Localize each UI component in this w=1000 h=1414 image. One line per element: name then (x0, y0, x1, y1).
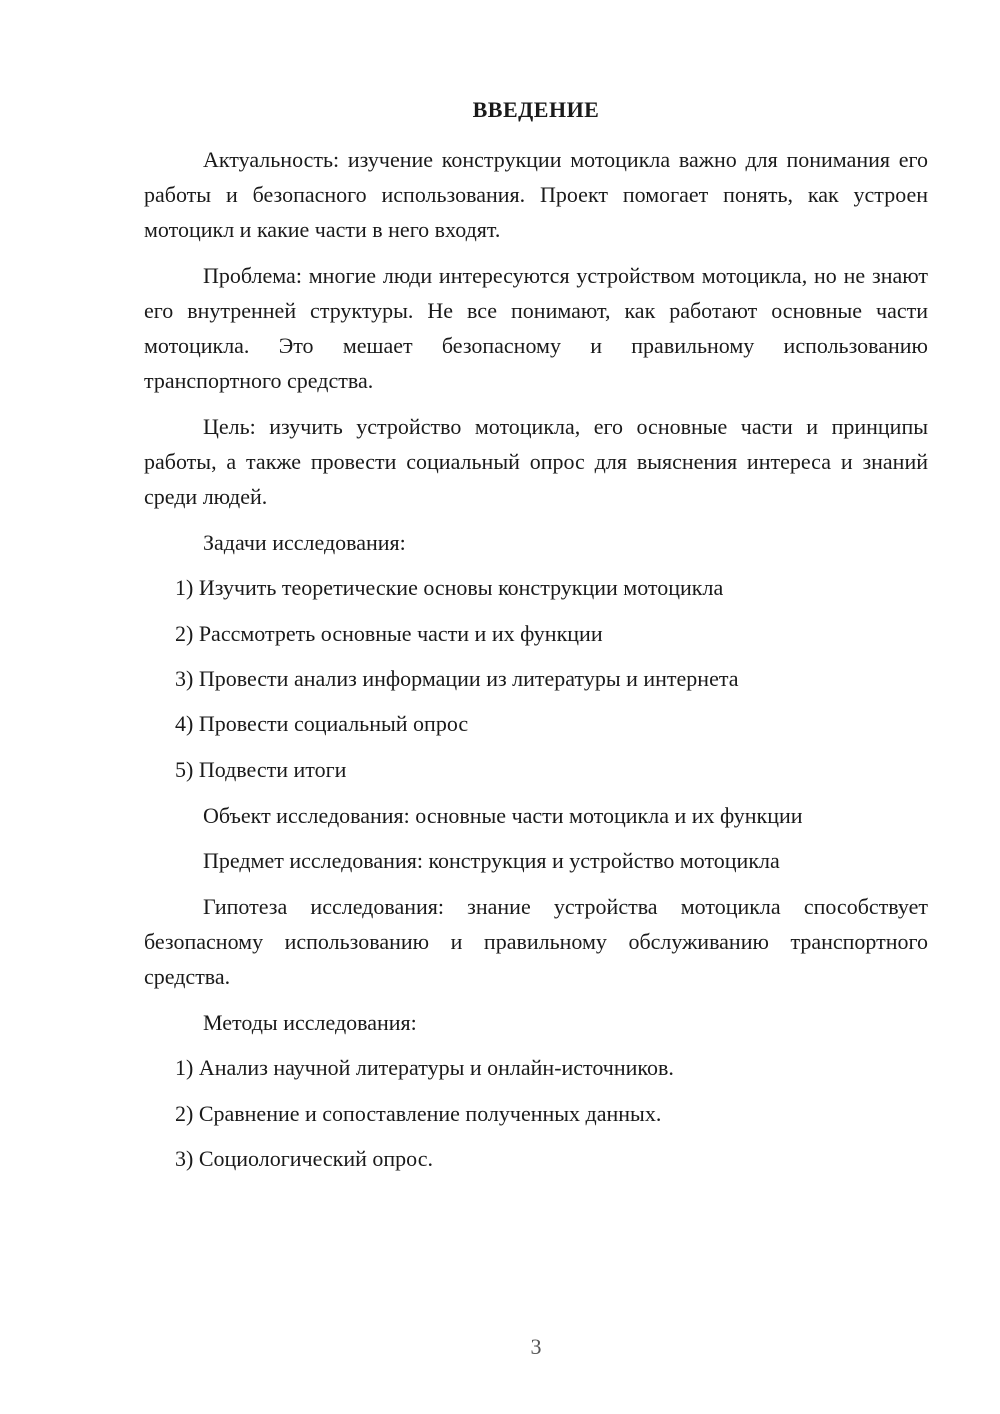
method-item: 2) Сравнение и сопоставление полученных данных. (175, 1101, 662, 1126)
task-item: 4) Провести социальный опрос (175, 711, 469, 736)
page-number: 3 (530, 1334, 542, 1359)
task-item: 3) Провести анализ информации из литературы и интернета (175, 666, 739, 691)
method-item: 1) Анализ научной литературы и онлайн-источников. (175, 1055, 674, 1080)
method-item: 3) Социологический опрос. (175, 1146, 433, 1171)
goal-text: Цель: изучить устройство мотоцикла, его основные части и принципы работы, а также провести социальный опрос для выяснения интереса и знаний среди людей. (144, 414, 928, 509)
methods-heading: Методы исследования: (203, 1010, 417, 1035)
relevance-paragraph (144, 142, 928, 247)
hypothesis-paragraph (144, 889, 928, 994)
task-item: 2) Рассмотреть основные части и их функции (175, 621, 603, 646)
relevance-text: Актуальность: изучение конструкции мотоцикла важно для понимания его работы и безопасного использования. Проект помогает понять, как устроен мотоцикл и какие части в него входят. (144, 147, 928, 242)
subject-line: Предмет исследования: конструкция и устройство мотоцикла (203, 848, 780, 873)
tasks-heading: Задачи исследования: (203, 530, 406, 555)
section-title: ВВЕДЕНИЕ (472, 97, 600, 122)
problem-text: Проблема: многие люди интересуются устройством мотоцикла, но не знают его внутренней структуры. Не все понимают, как работают основные части мотоцикла. Это мешает безопасному и правильному использованию транспортного средства. (144, 263, 928, 393)
task-item: 5) Подвести итоги (175, 757, 347, 782)
task-item: 1) Изучить теоретические основы конструкции мотоцикла (175, 575, 724, 600)
goal-paragraph (144, 409, 928, 514)
hypothesis-text: Гипотеза исследования: знание устройства мотоцикла способствует безопасному использованию и правильному обслуживанию транспортного средства. (144, 894, 928, 989)
object-line: Объект исследования: основные части мотоцикла и их функции (203, 803, 803, 828)
problem-paragraph (144, 258, 928, 398)
